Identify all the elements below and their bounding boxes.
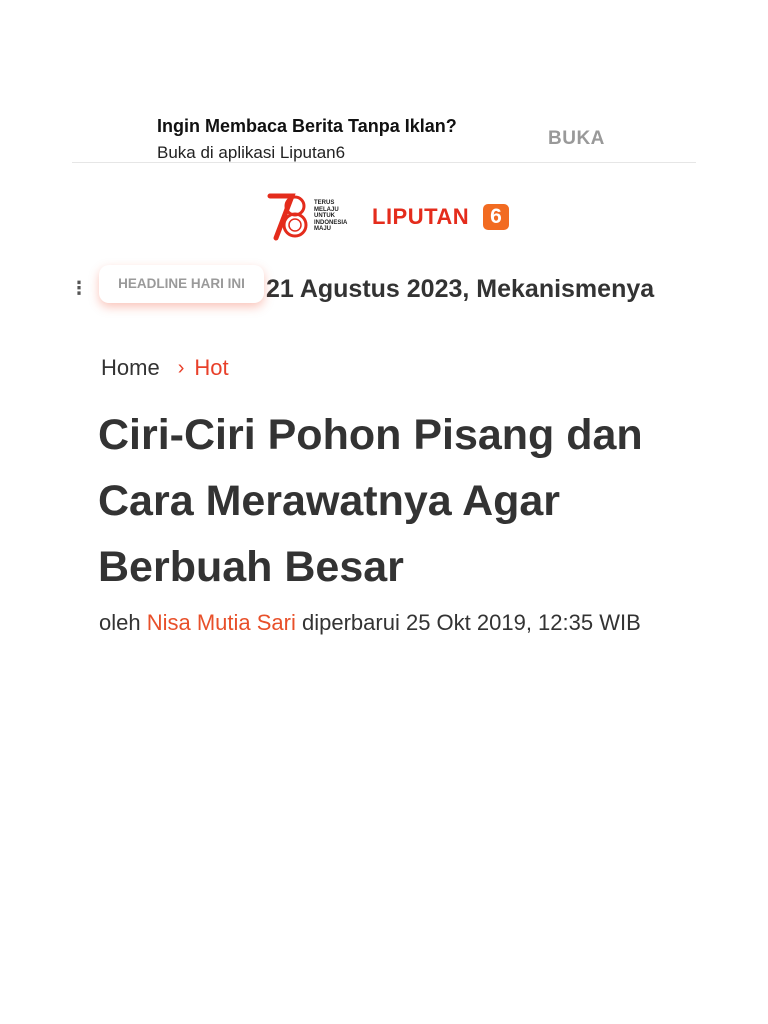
- headline-badge: HEADLINE HARI INI: [99, 265, 264, 303]
- anniversary-78-icon: [268, 190, 308, 242]
- app-banner-title: Ingin Membaca Berita Tanpa Iklan?: [157, 116, 457, 136]
- updated-timestamp: diperbarui 25 Okt 2019, 12:35 WIB: [302, 610, 641, 635]
- headline-ticker: [72, 262, 696, 308]
- ticker-headline-link[interactable]: 21 Agustus 2023, Mekanismenya: [266, 275, 655, 303]
- breadcrumb-category-link[interactable]: Hot: [194, 355, 229, 380]
- brand-wordmark: LIPUTAN: [372, 204, 470, 229]
- open-app-button[interactable]: BUKA: [548, 128, 605, 149]
- breadcrumb-home-link[interactable]: Home: [101, 355, 160, 380]
- ticker-dots-icon: ⋮: [70, 278, 88, 298]
- author-link[interactable]: Nisa Mutia Sari: [146, 610, 296, 635]
- byline-prefix: oleh: [99, 610, 141, 635]
- site-logo[interactable]: [268, 190, 518, 246]
- app-banner-subtitle: Buka di aplikasi Liputan6: [157, 143, 346, 162]
- brand-six-badge: 6: [483, 204, 509, 230]
- article-byline: [99, 607, 679, 638]
- chevron-right-icon: ›: [177, 356, 185, 379]
- app-download-banner: [72, 110, 696, 163]
- anniversary-text: TERUS MELAJU UNTUK INDONESIA MAJU: [314, 200, 348, 232]
- breadcrumb: [101, 355, 229, 381]
- article-title: Ciri-Ciri Pohon Pisang dan Cara Merawatnya Agar Berbuah Besar: [98, 411, 643, 591]
